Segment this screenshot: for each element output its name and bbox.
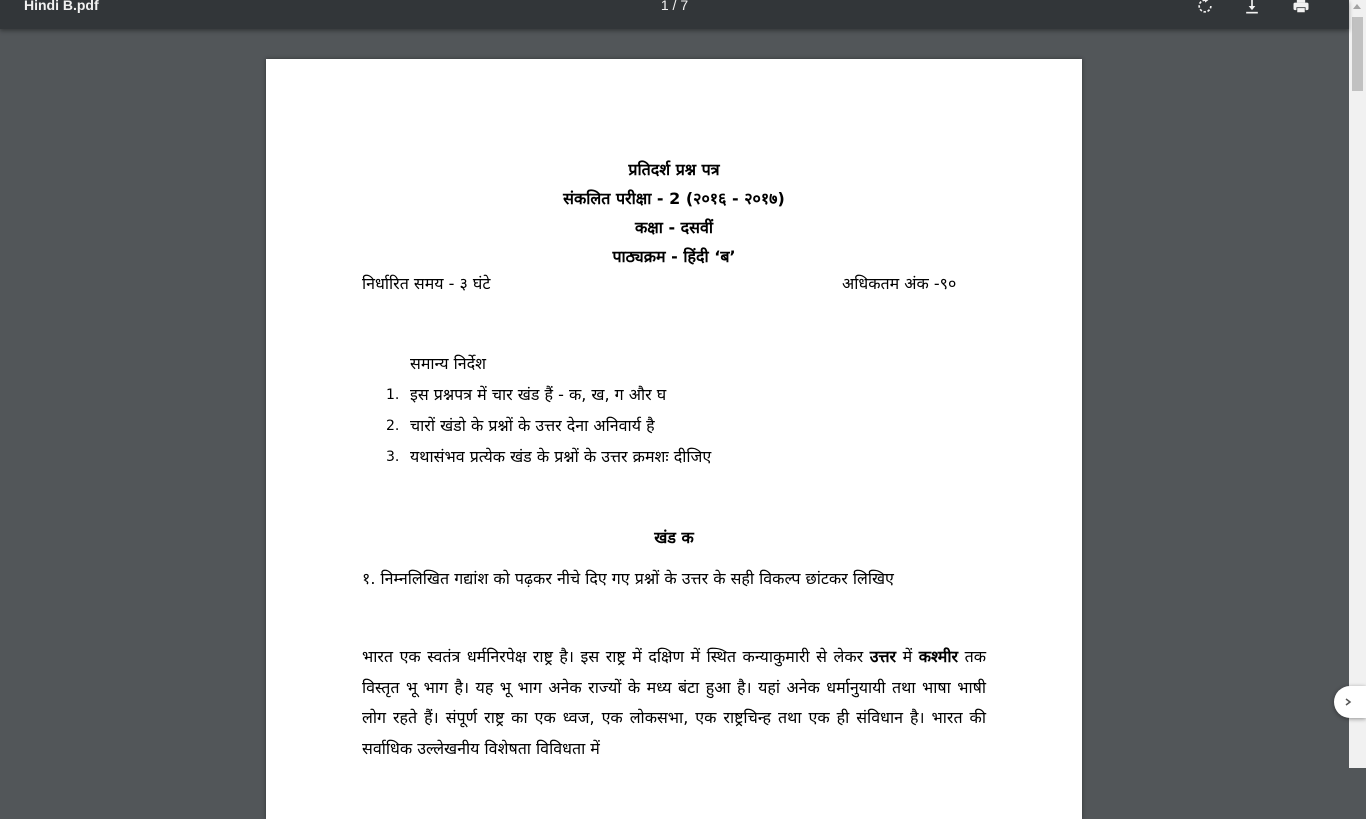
paper-title: प्रतिदर्श प्रश्न पत्र [628,160,720,179]
scroll-thumb[interactable] [1352,17,1363,91]
scroll-up-icon[interactable] [1353,4,1361,9]
download-button[interactable] [1240,0,1264,18]
passage-bold-text: कश्मीर [918,647,959,666]
instruction-item: चारों खंडो के प्रश्नों के उत्तर देना अनिवार्य है [410,416,655,435]
passage-text: में [896,647,919,666]
instruction-item: यथासंभव प्रत्येक खंड के प्रश्नों के उत्तर क्रमशः दीजिए [410,447,712,466]
file-name: Hindi B.pdf [24,0,99,13]
passage-text: भारत एक स्वतंत्र धर्मनिरपेक्ष राष्ट्र है। इस राष्ट्र में दक्षिण में स्थित कन्याकुमारी से लेकर [362,647,870,666]
instruction-number: 2. [386,418,400,434]
exam-title: संकलित परीक्षा - 2 (२०१६ - २०१७) [563,189,785,208]
rotate-icon [1195,0,1215,16]
page-indicator: 1 / 7 [660,0,689,13]
print-icon [1291,0,1311,16]
marks-label: अधिकतम अंक -९० [842,274,957,293]
zoom-controls-button[interactable] [1334,686,1366,718]
document-viewer [0,29,1349,768]
print-button[interactable] [1289,0,1313,18]
instruction-item: इस प्रश्नपत्र में चार खंड हैं - क, ख, ग और घ [410,385,667,404]
pdf-page [266,59,1082,819]
question-1: १. निम्नलिखित गद्यांश को पढ़कर नीचे दिए गए प्रश्नों के उत्तर के सही विकल्प छांटकर लिखिए [362,569,894,588]
pdf-toolbar [0,0,1349,29]
instruction-number: 1. [386,387,400,403]
chevron-icon [1344,697,1354,707]
instruction-number: 3. [386,449,400,465]
time-label: निर्धारित समय - ३ घंटे [362,274,491,293]
passage-text: तक विस्तृत भू भाग है। यह भू भाग अनेक राज्यों के मध्य बंटा हुआ है। यहां अनेक धर्मानुयायी तथा भाषा भाषी लोग रहते हैं। संपूर्ण राष्ट्र का एक ध्वज, एक लोकसभा, एक राष्ट्रचिन्ह तथा एक ही संविधान है। भारत की सर्वाधिक उल्लेखनीय विशेषता विविधता में [362,647,986,758]
instructions-title: समान्य निर्देश [410,354,487,373]
section-title: खंड क [654,528,694,547]
passage-bold-text: उत्तर [869,647,897,666]
class-title: कक्षा - दसवीं [634,218,714,237]
download-icon [1242,0,1262,16]
rotate-button[interactable] [1193,0,1217,18]
passage [362,642,986,764]
vertical-scrollbar[interactable] [1349,0,1366,768]
syllabus-title: पाठ्यक्रम - हिंदी ‘ब’ [612,247,736,266]
